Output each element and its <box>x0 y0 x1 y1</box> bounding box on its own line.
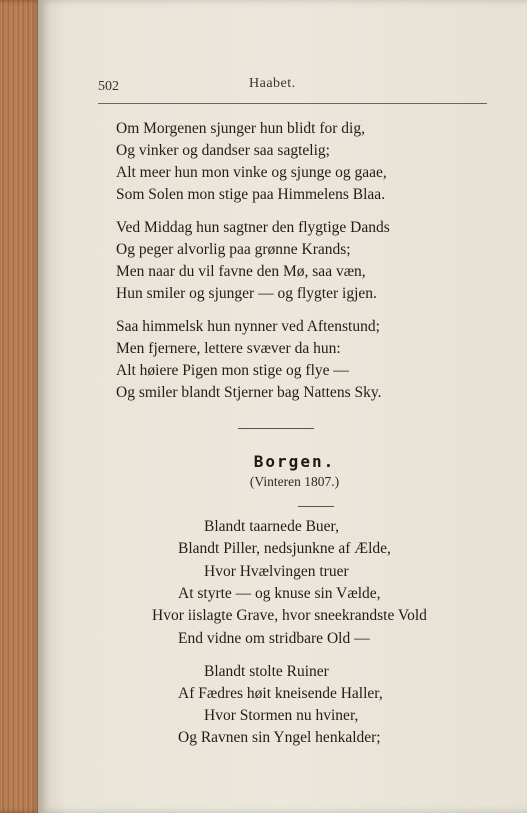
verse-line: Og smiler blandt Stjerner bag Nattens Sky. <box>116 384 382 401</box>
book-page-edge <box>0 0 42 813</box>
verse-line: Om Morgenen sjunger hun blidt for dig, <box>116 120 365 137</box>
verse-line: Blandt taarnede Buer, <box>204 518 339 535</box>
stanza-2 <box>116 217 390 305</box>
verse-line: Blandt stolte Ruiner <box>204 663 329 680</box>
verse-line: At styrte — og knuse sin Vælde, <box>178 585 381 602</box>
verse-line: End vidne om stridbare Old — <box>178 630 370 647</box>
verse-line: Blandt Piller, nedsjunkne af Ælde, <box>178 540 391 557</box>
poem-subtitle: (Vinteren 1807.) <box>249 474 340 489</box>
verse-line: Og peger alvorlig paa grønne Krands; <box>116 241 351 258</box>
verse-line: Men fjernere, lettere svæver da hun: <box>116 340 341 357</box>
verse-line: Hun smiler og sjunger — og flygter igjen. <box>116 285 377 302</box>
verse-line: Saa himmelsk hun nynner ved Aftenstund; <box>116 318 380 335</box>
stanza-1 <box>116 118 387 206</box>
title-rule <box>298 506 334 507</box>
verse-line: Men naar du vil favne den Mø, saa væn, <box>116 263 366 280</box>
verse-line: Og Ravnen sin Yngel henkalder; <box>178 729 381 746</box>
verse-line: Og vinker og dandser saa sagtelig; <box>116 142 330 159</box>
verse-line: Hvor Hvælvingen truer <box>204 563 349 580</box>
stanza-3 <box>116 316 381 404</box>
page-number: 502 <box>98 79 119 94</box>
verse-line: Som Solen mon stige paa Himmelens Blaa. <box>116 186 386 203</box>
verse-line: Alt meer hun mon vinke og sjunge og gaae, <box>116 164 387 181</box>
verse-line: Alt høiere Pigen mon stige og flye — <box>116 362 349 379</box>
verse-line: Af Fædres høit kneisende Haller, <box>178 685 383 702</box>
verse-line: Ved Middag hun sagtner den flygtige Dands <box>116 219 390 236</box>
verse-line: Hvor iislagte Grave, hvor sneekrandste Vold <box>152 607 427 624</box>
verse-line: Hvor Stormen nu hviner, <box>204 707 359 724</box>
section-divider <box>238 428 314 429</box>
running-head: Haabet. <box>249 76 296 91</box>
header-rule <box>98 103 487 104</box>
poem-title: Borgen. <box>253 452 336 471</box>
